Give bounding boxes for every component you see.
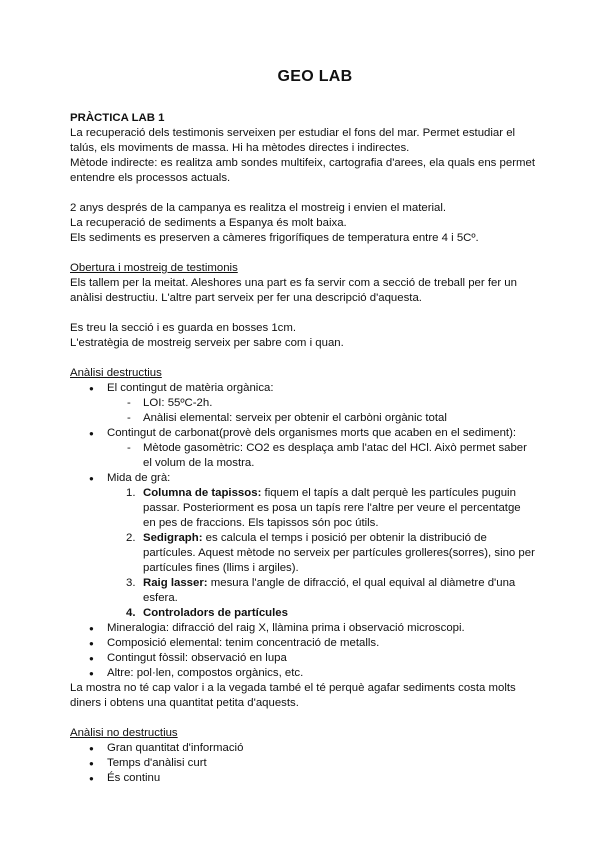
blank-line <box>70 306 560 321</box>
list-item: ● Contingut de carbonat(provè dels organismes morts que acaben en el sediment): <box>70 426 560 441</box>
item-text: passar. Posteriorment es posa un tapís rere l'altre per veure el percentatge <box>143 502 521 514</box>
item-text: mesura l'angle de difracció, el qual equival al diàmetre d'una <box>207 577 516 589</box>
sub-list-item: - LOI: 55ºC-2h. <box>70 396 560 411</box>
numbered-item <box>70 486 560 531</box>
paragraph-line: La recuperació de sediments a Espanya és molt baixa. <box>70 217 347 229</box>
item-text: fiquem el tapís a dalt perquè les partícules puguin <box>261 487 516 499</box>
list-item: ● Temps d'anàlisi curt <box>70 756 560 771</box>
item-term: Controladors de partícules <box>143 607 288 619</box>
paragraph-line: L'estratègia de mostreig serveix per sabre com i quan. <box>70 337 344 349</box>
subsection-heading-destructius: Anàlisi destructius <box>70 367 162 379</box>
item-text: esfera. <box>143 592 178 604</box>
blank-line <box>70 351 560 366</box>
section-heading: PRÀCTICA LAB 1 <box>70 112 165 124</box>
blank-line <box>70 711 560 726</box>
item-number: 3. <box>126 577 136 589</box>
non-destructive-analysis-list <box>70 741 560 786</box>
item-term: Sedigraph: <box>143 532 203 544</box>
list-item: ● Mineralogia: difracció del raig X, llàmina prima i observació microscopi. <box>70 621 560 636</box>
item-number: 1. <box>126 487 136 499</box>
item-term: Raig lasser: <box>143 577 208 589</box>
paragraph-line: anàlisi destructiu. L'altre part serveix per fer una descripció d'aquesta. <box>70 292 422 304</box>
document-title: GEO LAB <box>277 68 353 85</box>
sub-list-item <box>70 441 560 471</box>
paragraph-line: diners i obtens una quantitat petita d'aquests. <box>70 697 299 709</box>
subsection-heading-obertura: Obertura i mostreig de testimonis <box>70 262 238 274</box>
item-number: 4. <box>126 607 136 619</box>
paragraph-line: entendre els processos actuals. <box>70 172 231 184</box>
list-item: ● Altre: pol·len, compostos orgànics, etc. <box>70 666 560 681</box>
blank-line <box>70 186 560 201</box>
list-item: ● Contingut fòssil: observació en lupa <box>70 651 560 666</box>
item-text: partícules fines (llims i argiles). <box>143 562 299 574</box>
item-text: en pes de fraccions. Els tapissos són poc útils. <box>143 517 379 529</box>
paragraph-line: Els sediments es preserven a càmeres frigorífiques de temperatura entre 4 i 5Cº. <box>70 232 479 244</box>
list-item: ● Mida de grà: <box>70 471 560 486</box>
destructive-analysis-list <box>70 381 560 681</box>
paragraph-line: Els tallem per la meitat. Aleshores una part es fa servir com a secció de treball per fer un <box>70 277 517 289</box>
item-text: es calcula el temps i posició per obtenir la distribució de <box>202 532 487 544</box>
list-item: ● És continu <box>70 771 560 786</box>
list-item: ● Composició elemental: tenim concentració de metalls. <box>70 636 560 651</box>
paragraph-line: La recuperació dels testimonis serveixen per estudiar el fons del mar. Permet estudiar el <box>70 127 516 139</box>
list-item: ● Gran quantitat d'informació <box>70 741 560 756</box>
list-item: ● El contingut de matèria orgànica: <box>70 381 560 396</box>
numbered-item <box>70 531 560 576</box>
subsection-heading-no-destructius: Anàlisi no destructius <box>70 727 178 739</box>
sub-list-item: - Anàlisi elemental: serveix per obtenir el carbòni orgànic total <box>70 411 560 426</box>
item-term: Columna de tapissos: <box>143 487 262 499</box>
sub-list-item-line: Mètode gasomètric: CO2 es desplaça amb l'atac del HCl. Això permet saber <box>143 442 527 454</box>
numbered-item <box>70 606 560 621</box>
paragraph-line: Mètode indirecte: es realitza amb sondes multifeix, cartografia d'arees, ela quals ens permet <box>70 157 535 169</box>
item-text: partícules. Aquest mètode no serveix per partícules grolleres(sorres), sino per <box>143 547 535 559</box>
paragraph-line: Es treu la secció i es guarda en bosses 1cm. <box>70 322 297 334</box>
paragraph-line: 2 anys després de la campanya es realitza el mostreig i envien el material. <box>70 202 447 214</box>
sub-list-item-line: el volum de la mostra. <box>143 457 255 469</box>
blank-line <box>70 246 560 261</box>
item-number: 2. <box>126 532 136 544</box>
numbered-item <box>70 576 560 606</box>
paragraph-line: talús, els moviments de massa. Hi ha mètodes directes i indirectes. <box>70 142 410 154</box>
paragraph-line: La mostra no té cap valor i a la vegada també el té perquè agafar sediments costa molts <box>70 682 516 694</box>
